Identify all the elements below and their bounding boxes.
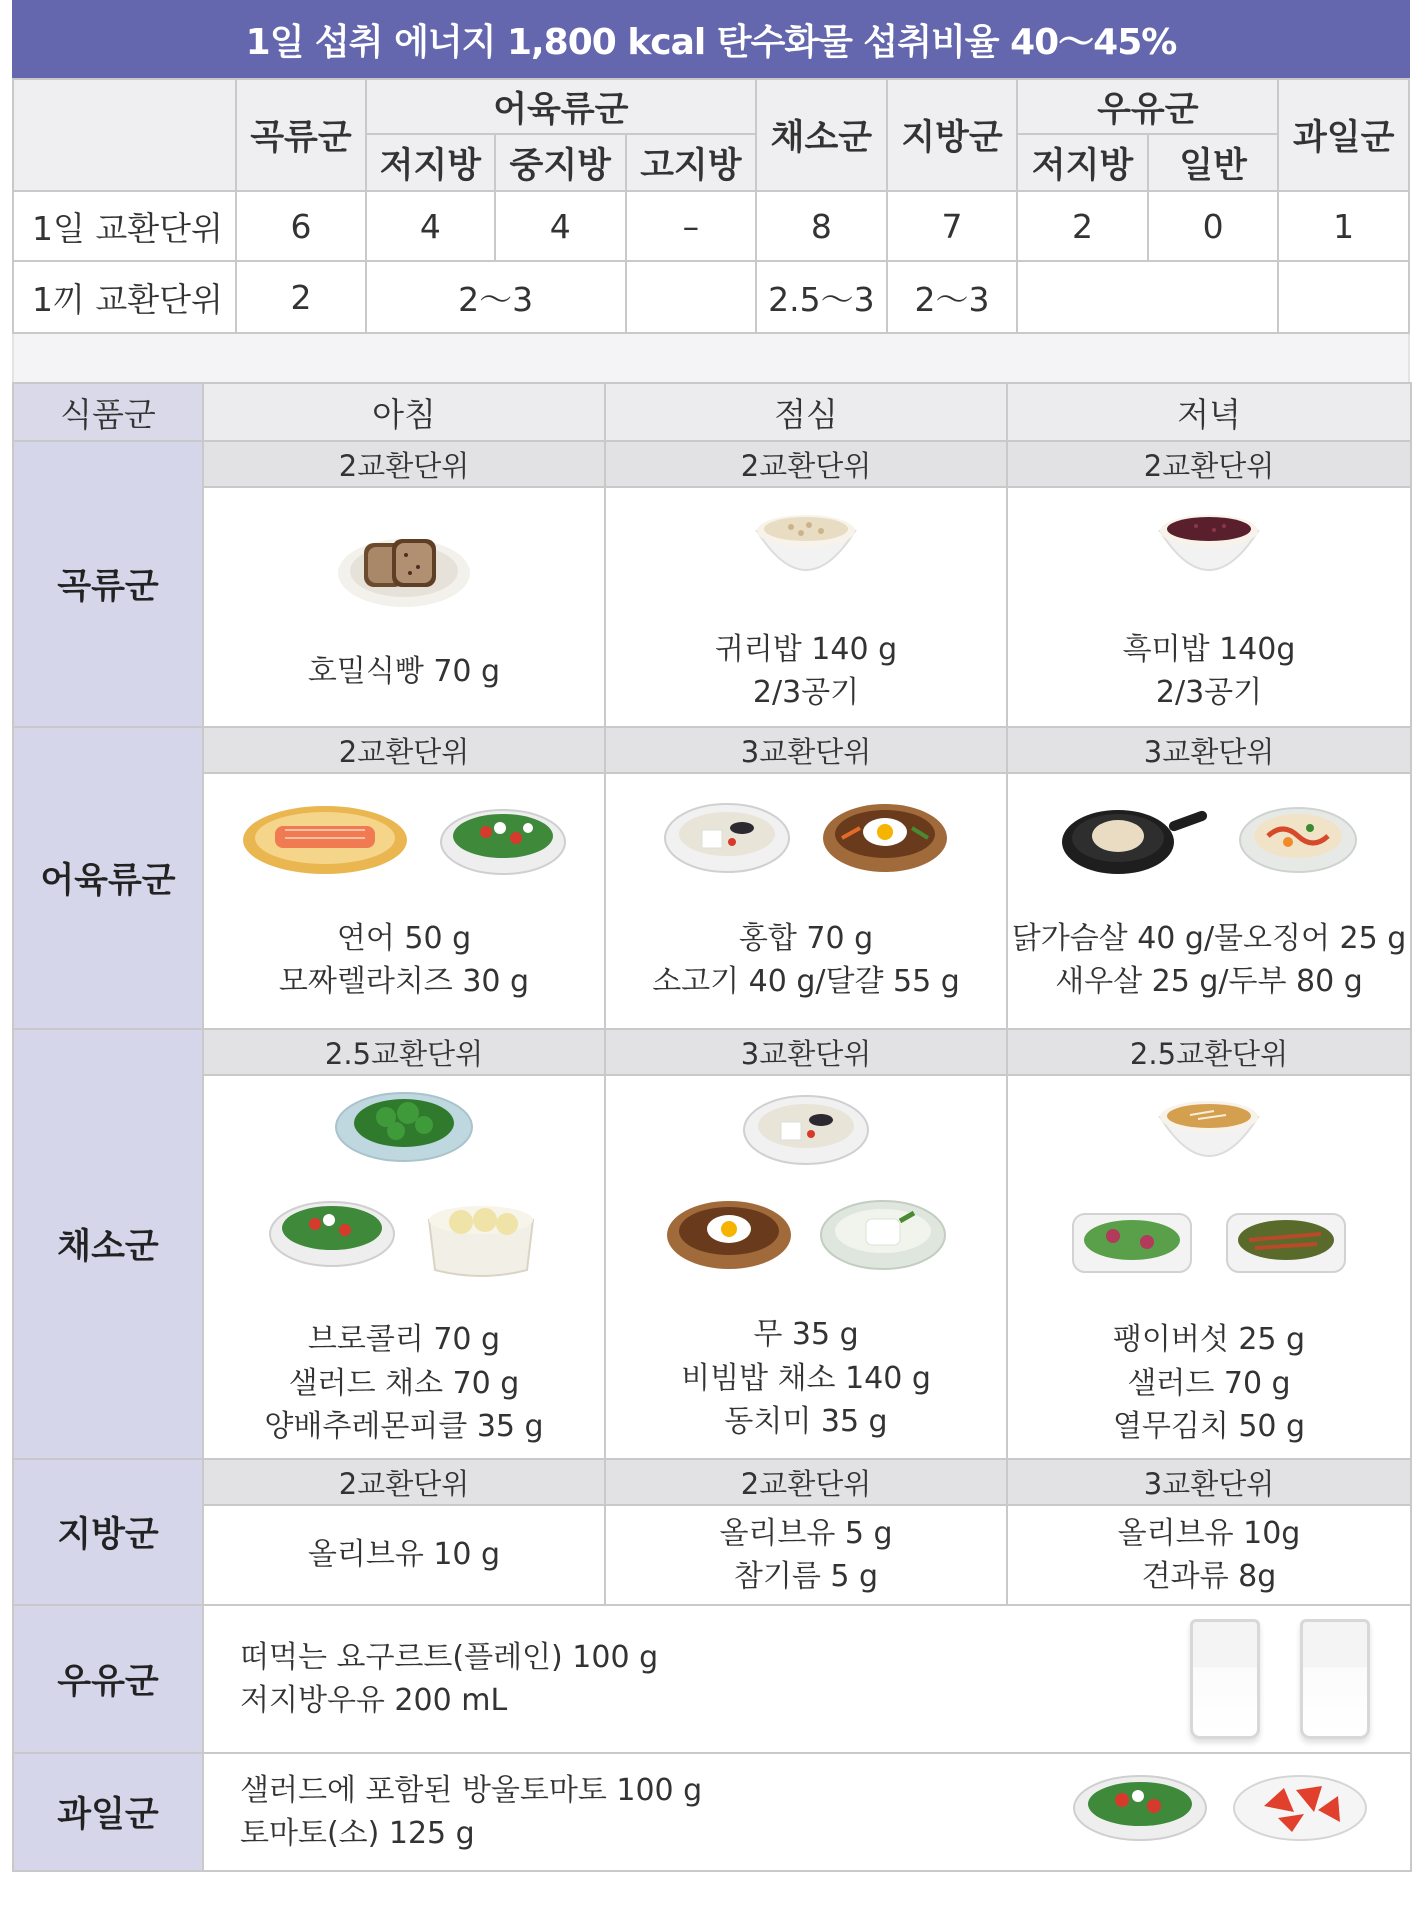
meat-lunch-line-1: 홍합 70 g — [738, 920, 874, 956]
header-food-group: 식품군 — [13, 383, 203, 441]
meal-header-row — [13, 383, 1411, 441]
fat-lunch-units: 2교환단위 — [605, 1459, 1007, 1505]
header-milk-low: 저지방 — [1017, 134, 1148, 191]
grain-breakfast-units: 2교환단위 — [203, 441, 605, 487]
header-milk: 우유군 — [1017, 79, 1278, 134]
group-meat: 어육류군 — [13, 727, 203, 1029]
grain-units-row — [13, 441, 1411, 487]
veg-breakfast-line-1: 브로콜리 70 g — [307, 1322, 501, 1358]
header-grain: 곡류군 — [236, 79, 365, 191]
caprese-salad-image — [438, 798, 568, 891]
grain-lunch-units: 2교환단위 — [605, 441, 1007, 487]
fruit-row — [13, 1753, 1411, 1871]
fruit-line-1: 샐러드에 포함된 방울토마토 100 g — [240, 1772, 703, 1808]
veg-breakfast-line-2: 샐러드 채소 70 g — [288, 1365, 520, 1401]
fat-dinner-units: 3교환단위 — [1007, 1459, 1411, 1505]
grain-dinner-line-2: 2/3공기 — [1155, 675, 1263, 711]
yogurt-glass-image — [1190, 1619, 1260, 1739]
header-fat: 지방군 — [887, 79, 1018, 191]
grain-dinner-units: 2교환단위 — [1007, 441, 1411, 487]
meat-dinner-units: 3교환단위 — [1007, 727, 1411, 773]
fat-lunch-line-2: 참기름 5 g — [733, 1559, 879, 1594]
grain-lunch-line-2: 2/3공기 — [752, 675, 860, 711]
daily-label: 1일 교환단위 — [13, 191, 236, 261]
veg-lunch-cell — [605, 1075, 1007, 1459]
veg-dinner-line-2: 샐러드 70 g — [1127, 1365, 1291, 1401]
group-milk: 우유군 — [13, 1605, 203, 1753]
veg-breakfast-cell — [203, 1075, 605, 1459]
grain-lunch-line-1: 귀리밥 140 g — [714, 631, 898, 667]
group-veg: 채소군 — [13, 1029, 203, 1459]
milk-cell — [203, 1605, 1411, 1753]
veg-food-row — [13, 1075, 1411, 1459]
section-gap — [12, 334, 1410, 382]
daily-fruit: 1 — [1278, 191, 1409, 261]
milk-line-1: 떠먹는 요구르트(플레인) 100 g — [240, 1639, 659, 1675]
fat-breakfast-line-1: 올리브유 10 g — [307, 1537, 501, 1573]
grain-food-row — [13, 487, 1411, 727]
meal-grain: 2 — [236, 261, 365, 333]
daily-grain: 6 — [236, 191, 365, 261]
header-meat-mid: 중지방 — [495, 134, 626, 191]
grain-breakfast-cell — [203, 487, 605, 727]
chicken-skillet-image — [1060, 798, 1210, 891]
mussel-soup-image — [662, 798, 792, 891]
black-rice-image — [1154, 499, 1264, 602]
meat-units-row — [13, 727, 1411, 773]
veg-dinner-line-3: 열무김치 50 g — [1112, 1409, 1306, 1445]
dongchimi-image — [818, 1195, 948, 1288]
grain-dinner-cell — [1007, 487, 1411, 727]
meat-lunch-units: 3교환단위 — [605, 727, 1007, 773]
fat-units-row — [13, 1459, 1411, 1505]
fruit-cell — [203, 1753, 1411, 1871]
daily-milk-reg: 0 — [1148, 191, 1279, 261]
grain-lunch-cell — [605, 487, 1007, 727]
daily-units-row — [13, 191, 1409, 261]
mushroom-soup-image — [1154, 1085, 1264, 1188]
oat-rice-image — [751, 499, 861, 602]
fat-dinner-line-1: 올리브유 10g — [1117, 1515, 1301, 1551]
veg-units-row — [13, 1029, 1411, 1075]
fat-dinner-cell — [1007, 1505, 1411, 1605]
diet-plan-page — [12, 0, 1410, 1872]
daily-fat: 7 — [887, 191, 1018, 261]
corner-cell — [13, 79, 236, 191]
milk-row — [13, 1605, 1411, 1753]
fat-breakfast-units: 2교환단위 — [203, 1459, 605, 1505]
radish-soup-image — [741, 1090, 871, 1183]
group-fruit: 과일군 — [13, 1753, 203, 1871]
rye-bread-image — [334, 521, 474, 624]
veg-lunch-units: 3교환단위 — [605, 1029, 1007, 1075]
tomato-slices-image — [1230, 1766, 1370, 1859]
daily-milk-low: 2 — [1017, 191, 1148, 261]
fat-breakfast-cell — [203, 1505, 605, 1605]
header-milk-reg: 일반 — [1148, 134, 1279, 191]
grain-dinner-line-1: 흑미밥 140g — [1122, 631, 1296, 667]
group-grain: 곡류군 — [13, 441, 203, 727]
header-veg: 채소군 — [756, 79, 887, 191]
daily-meat-low: 4 — [366, 191, 495, 261]
meat-breakfast-line-1: 연어 50 g — [336, 920, 472, 956]
fat-lunch-cell — [605, 1505, 1007, 1605]
header-meat: 어육류군 — [366, 79, 756, 134]
fat-dinner-line-2: 견과류 8g — [1141, 1559, 1277, 1594]
veg-lunch-line-3: 동치미 35 g — [724, 1404, 888, 1440]
header-meat-high: 고지방 — [626, 134, 757, 191]
fat-lunch-line-1: 올리브유 5 g — [719, 1515, 893, 1551]
meat-food-row — [13, 773, 1411, 1029]
fat-food-row — [13, 1505, 1411, 1605]
salad-greens-image — [267, 1190, 397, 1293]
salmon-image — [240, 798, 410, 891]
milk-glass-image — [1300, 1619, 1370, 1739]
veg-dinner-cell — [1007, 1075, 1411, 1459]
meat-dinner-cell — [1007, 773, 1411, 1029]
veg-dinner-line-1: 팽이버섯 25 g — [1112, 1322, 1306, 1358]
meal-milk-empty — [1017, 261, 1278, 333]
yeolmu-kimchi-image — [1221, 1200, 1351, 1293]
fruit-line-2: 토마토(소) 125 g — [240, 1816, 475, 1851]
meat-breakfast-units: 2교환단위 — [203, 727, 605, 773]
milk-line-2: 저지방우유 200 mL — [240, 1683, 508, 1718]
meal-fat: 2～3 — [887, 261, 1018, 333]
header-breakfast: 아침 — [203, 383, 605, 441]
meat-breakfast-line-2: 모짜렐라치즈 30 g — [278, 964, 530, 1000]
meat-lunch-line-2: 소고기 40 g/달걀 55 g — [652, 964, 960, 1000]
exchange-table — [12, 78, 1410, 334]
bibimbap-image — [820, 798, 950, 891]
veg-breakfast-line-3: 양배추레몬피클 35 g — [264, 1409, 544, 1445]
grain-breakfast-line-1: 호밀식빵 70 g — [307, 653, 501, 689]
squid-stirfry-image — [1238, 798, 1358, 891]
veg-breakfast-units: 2.5교환단위 — [203, 1029, 605, 1075]
veg-lunch-line-2: 비빔밥 채소 140 g — [681, 1360, 931, 1396]
broccoli-image — [334, 1085, 474, 1178]
meal-veg: 2.5～3 — [756, 261, 887, 333]
meat-lunch-cell — [605, 773, 1007, 1029]
header-dinner: 저녁 — [1007, 383, 1411, 441]
group-fat: 지방군 — [13, 1459, 203, 1605]
meal-fruit-empty — [1278, 261, 1409, 333]
daily-veg: 8 — [756, 191, 887, 261]
meat-breakfast-cell — [203, 773, 605, 1029]
meat-dinner-line-1: 닭가슴살 40 g/물오징어 25 g — [1011, 920, 1407, 956]
cabbage-pickle-image — [421, 1190, 541, 1293]
meal-meat: 2～3 — [366, 261, 626, 333]
header-lunch: 점심 — [605, 383, 1007, 441]
header-fruit: 과일군 — [1278, 79, 1409, 191]
page-title: 1일 섭취 에너지 1,800 kcal 탄수화물 섭취비율 40～45% — [12, 0, 1410, 78]
meat-dinner-line-2: 새우살 25 g/두부 80 g — [1055, 964, 1363, 1000]
tomato-salad-image — [1070, 1766, 1210, 1859]
veg-lunch-line-1: 무 35 g — [753, 1317, 859, 1353]
meal-label: 1끼 교환단위 — [13, 261, 236, 333]
daily-meat-high: – — [626, 191, 757, 261]
meal-units-row — [13, 261, 1409, 333]
daily-meat-mid: 4 — [495, 191, 626, 261]
meal-meat-empty — [626, 261, 757, 333]
veg-dinner-units: 2.5교환단위 — [1007, 1029, 1411, 1075]
header-meat-low: 저지방 — [366, 134, 495, 191]
salad-image — [1067, 1200, 1197, 1293]
meal-plan-table — [12, 382, 1412, 1872]
bibimbap-veg-image — [664, 1195, 794, 1288]
